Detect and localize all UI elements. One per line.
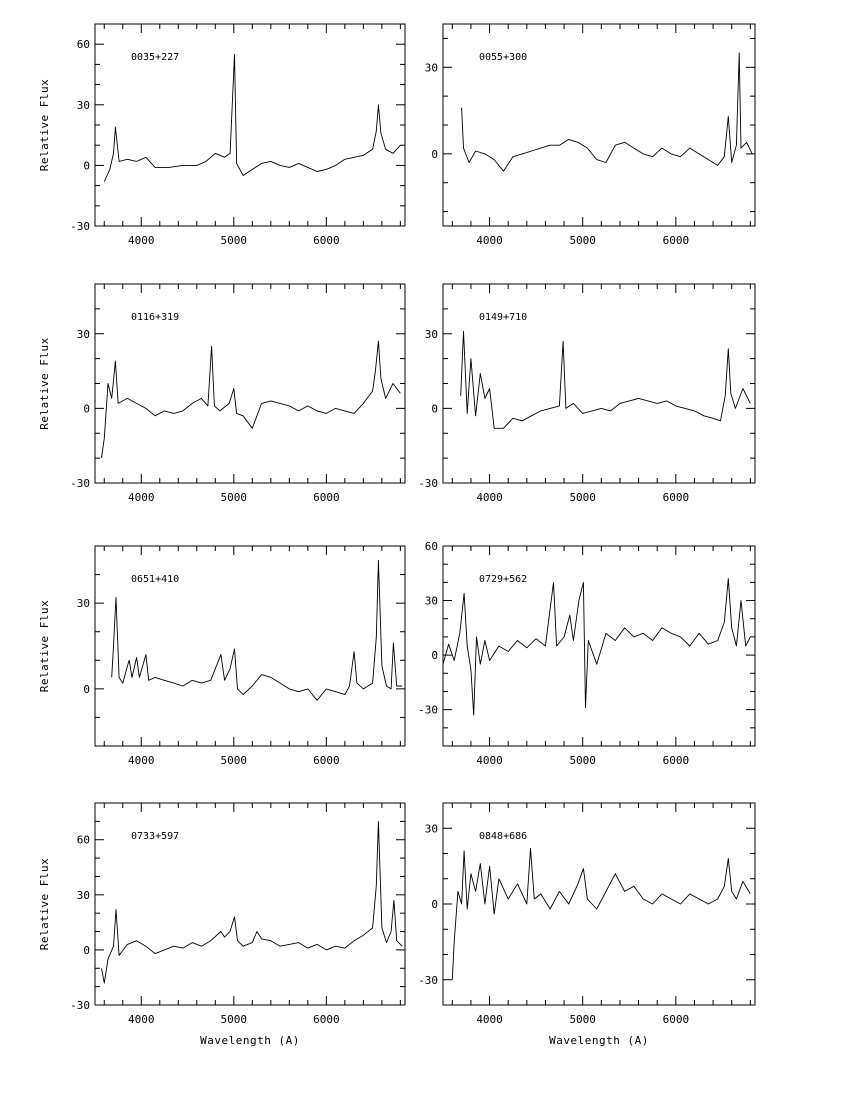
y-tick-label: 60 — [76, 38, 90, 52]
object-label: 0116+319 — [131, 312, 180, 323]
spectrum-panel — [70, 24, 405, 247]
y-tick-label: -30 — [70, 477, 90, 490]
y-tick-label: 0 — [431, 402, 438, 416]
spectrum-panel — [425, 24, 755, 247]
y-tick-label: -30 — [418, 973, 438, 987]
y-axis-title: Relative Flux — [38, 599, 51, 693]
spectrum-line — [452, 849, 750, 980]
y-tick-label: 30 — [424, 327, 438, 341]
object-label: 0149+710 — [479, 312, 528, 323]
spectrum-line — [462, 53, 753, 171]
x-tick-label: 5000 — [569, 234, 596, 247]
y-tick-label: 30 — [76, 327, 90, 341]
y-tick-label: 30 — [424, 822, 438, 836]
y-tick-label: 0 — [83, 943, 90, 957]
y-tick-label: -30 — [70, 999, 90, 1012]
spectrum-line — [102, 821, 403, 983]
spectrum-line — [461, 331, 751, 428]
object-label: 0651+410 — [131, 574, 180, 585]
y-tick-label: 0 — [83, 402, 90, 416]
y-tick-label: 30 — [76, 98, 90, 112]
spectrum-panel — [418, 284, 755, 504]
y-tick-label: 0 — [431, 649, 438, 663]
spectrum-panel — [77, 546, 405, 767]
x-tick-label: 6000 — [313, 754, 340, 767]
x-tick-label: 4000 — [476, 754, 503, 767]
x-tick-label: 5000 — [220, 234, 248, 247]
x-tick-label: 6000 — [313, 491, 340, 504]
x-tick-label: 5000 — [220, 491, 248, 504]
x-tick-label: 6000 — [313, 234, 340, 247]
x-tick-label: 5000 — [569, 754, 596, 767]
spectrum-panel — [70, 803, 405, 1026]
spectrum-line — [443, 579, 750, 715]
object-label: 0035+227 — [131, 52, 180, 63]
object-label: 0733+597 — [131, 831, 180, 842]
x-tick-label: 6000 — [662, 754, 690, 767]
spectrum-panel — [70, 284, 405, 504]
x-tick-label: 4000 — [128, 234, 155, 247]
spectrum-line — [102, 341, 401, 458]
y-tick-label: -30 — [70, 220, 90, 233]
y-tick-label: 30 — [76, 888, 90, 902]
x-tick-label: 6000 — [662, 234, 690, 247]
x-tick-label: 4000 — [476, 491, 503, 504]
x-tick-label: 5000 — [220, 1013, 248, 1026]
x-tick-label: 6000 — [662, 491, 690, 504]
y-tick-label: 0 — [431, 147, 438, 161]
spectrum-line — [104, 54, 400, 181]
x-tick-label: 6000 — [313, 1013, 340, 1026]
x-tick-label: 4000 — [128, 754, 155, 767]
object-label: 0055+300 — [479, 52, 528, 63]
x-tick-label: 4000 — [476, 234, 503, 247]
y-axis-title: Relative Flux — [38, 857, 51, 951]
y-tick-label: 0 — [83, 682, 90, 696]
y-tick-label: 30 — [424, 594, 438, 608]
y-tick-label: 0 — [83, 159, 90, 173]
spectrum-panel — [418, 803, 755, 1026]
x-axis-title: Wavelength (A) — [200, 1034, 300, 1047]
x-tick-label: 5000 — [220, 754, 248, 767]
x-tick-label: 4000 — [476, 1013, 503, 1026]
y-tick-label: 60 — [424, 540, 438, 553]
object-label: 0729+562 — [479, 574, 528, 585]
y-tick-label: 30 — [424, 61, 438, 75]
object-label: 0848+686 — [479, 831, 528, 842]
x-axis-title: Wavelength (A) — [549, 1034, 649, 1047]
x-tick-label: 5000 — [569, 1013, 596, 1026]
y-tick-label: -30 — [418, 703, 438, 717]
x-tick-label: 4000 — [128, 491, 155, 504]
spectrum-panel — [418, 540, 755, 767]
y-axis-title: Relative Flux — [38, 337, 51, 430]
y-tick-label: -30 — [418, 477, 438, 490]
y-axis-title: Relative Flux — [38, 78, 51, 172]
x-tick-label: 6000 — [662, 1013, 690, 1026]
x-tick-label: 5000 — [569, 491, 596, 504]
y-tick-label: 60 — [76, 833, 90, 847]
x-tick-label: 4000 — [128, 1013, 155, 1026]
y-tick-label: 0 — [431, 898, 438, 911]
y-tick-label: 30 — [76, 597, 90, 611]
